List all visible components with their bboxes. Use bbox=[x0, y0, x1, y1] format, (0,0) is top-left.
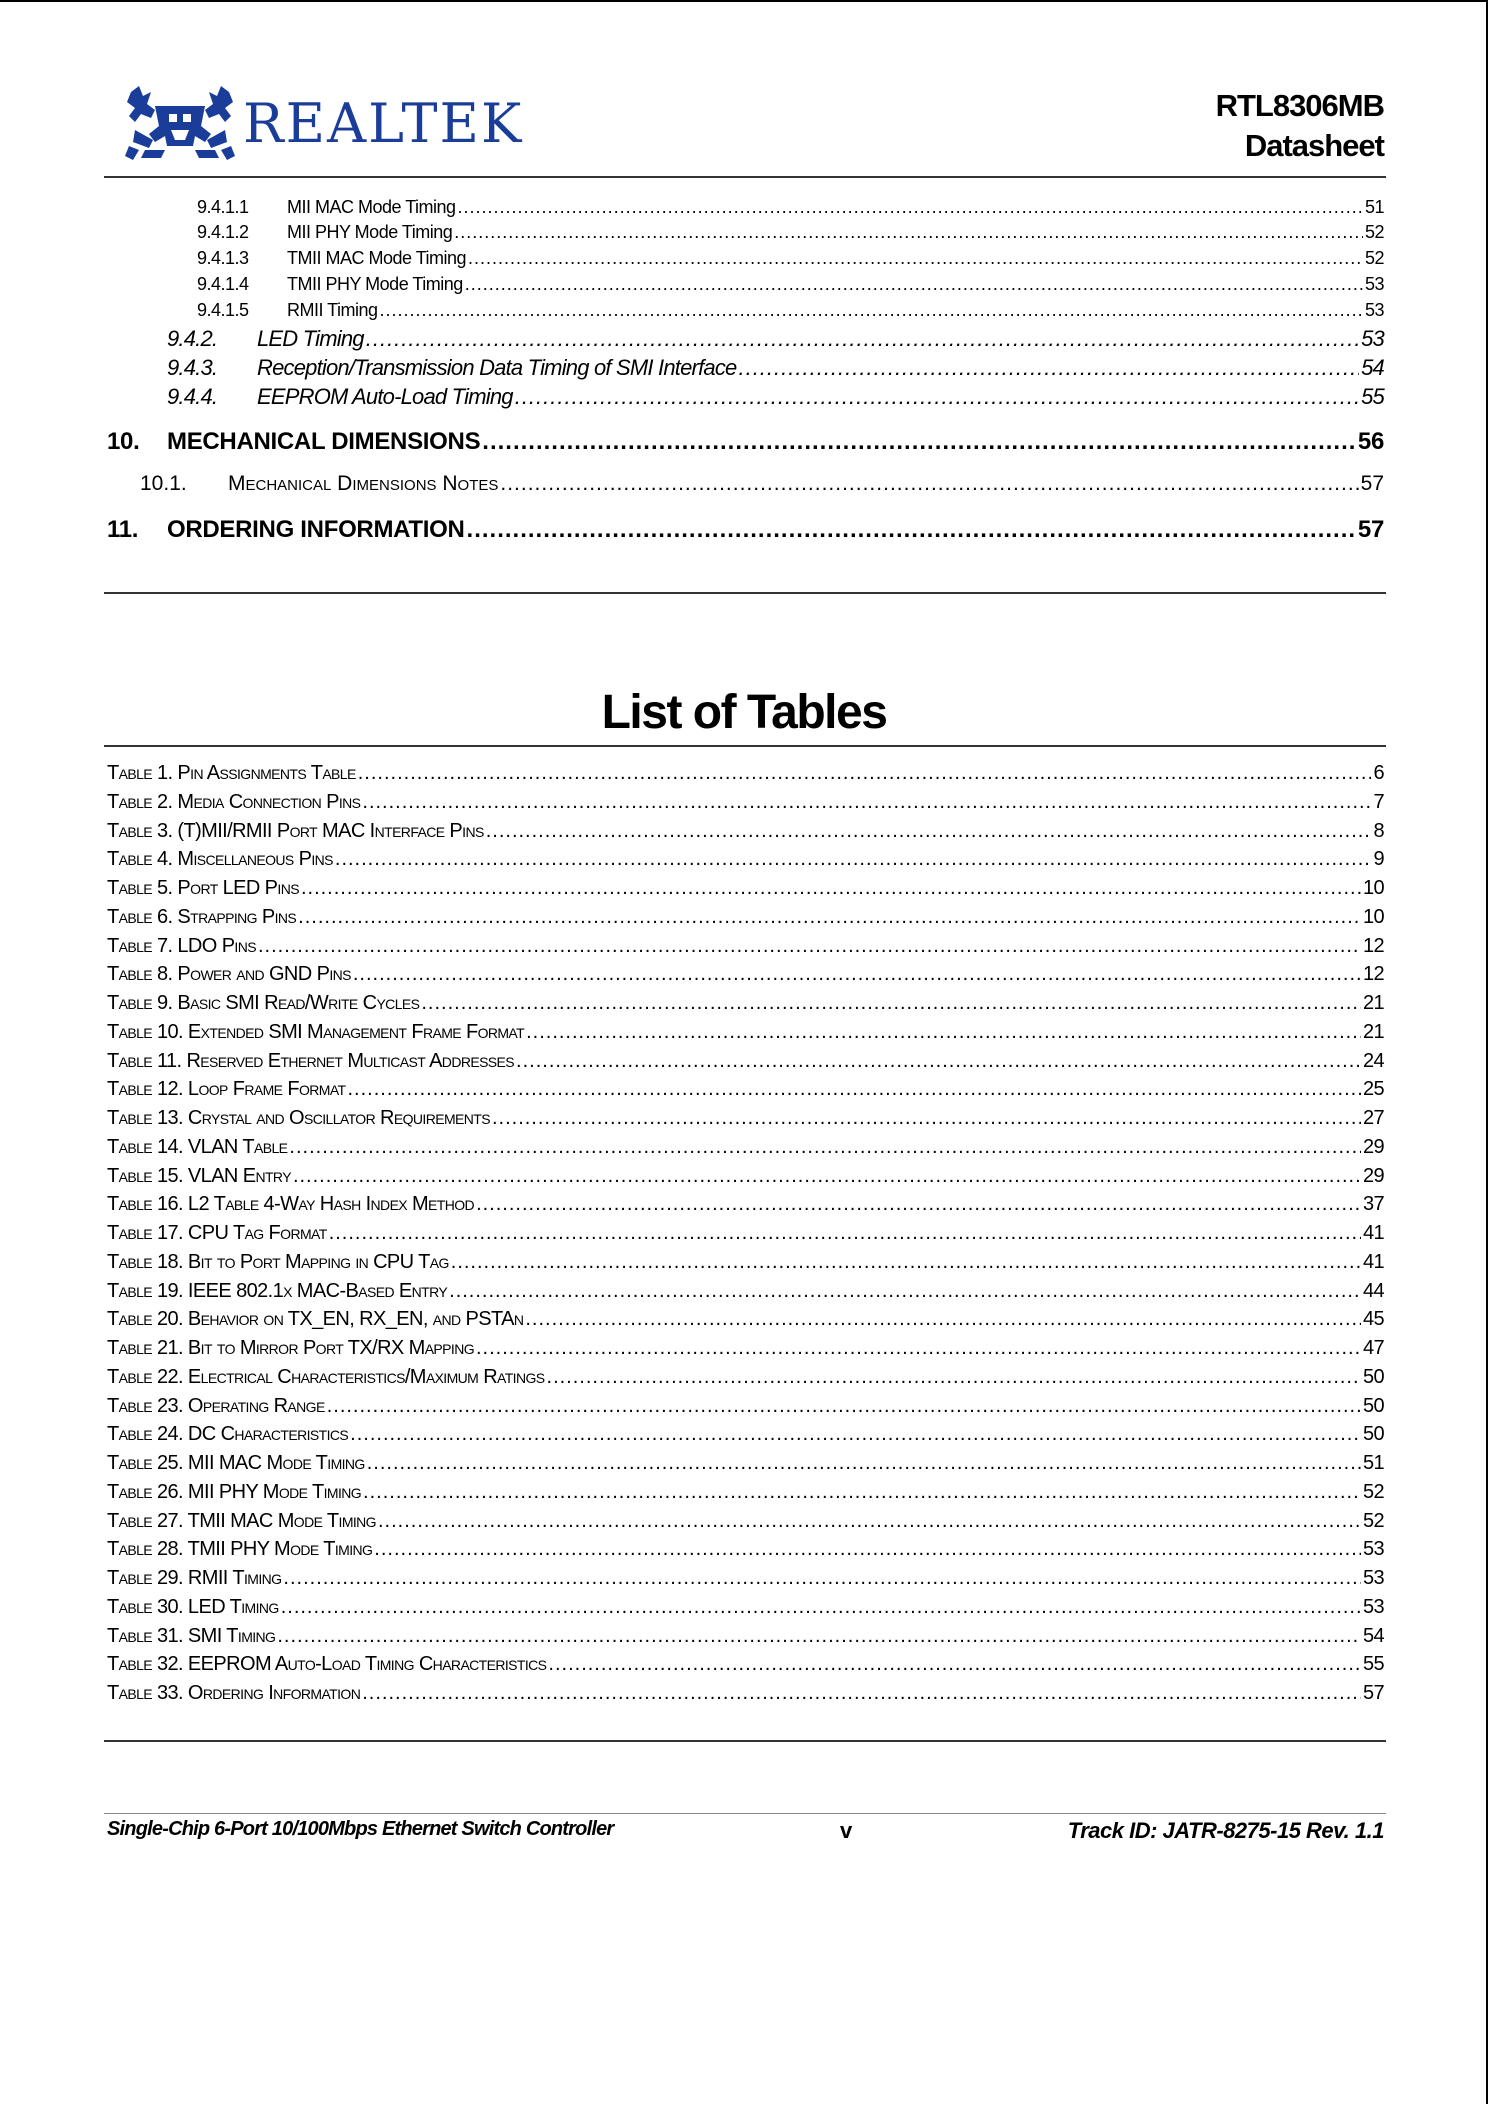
table-list-label: Table 12. Loop Frame Format bbox=[107, 1078, 346, 1101]
toc-leader bbox=[468, 248, 1363, 269]
toc-number: 10.1. bbox=[140, 472, 187, 495]
footer-product-name: Single-Chip 6-Port 10/100Mbps Ethernet Switch Controller bbox=[107, 1818, 614, 1840]
table-list-entry[interactable] bbox=[107, 1567, 1384, 1590]
toc-leader bbox=[458, 197, 1363, 218]
table-list-entry[interactable] bbox=[107, 1222, 1384, 1245]
toc-number: 9.4.1.4 bbox=[197, 274, 249, 294]
realtek-logo bbox=[125, 86, 524, 166]
toc-number: 9.4.4. bbox=[167, 384, 218, 409]
table-list-leader bbox=[421, 992, 1361, 1015]
toc-entry[interactable] bbox=[107, 428, 1384, 456]
table-list-label: Table 28. TMII PHY Mode Timing bbox=[107, 1538, 373, 1561]
table-list-page: 57 bbox=[1362, 1682, 1384, 1704]
table-list-leader bbox=[476, 1337, 1361, 1360]
table-list-leader bbox=[476, 1193, 1361, 1216]
table-list-entry[interactable] bbox=[107, 1136, 1384, 1159]
table-list-page: 54 bbox=[1362, 1624, 1384, 1647]
toc-label: Reception/Transmission Data Timing of SMI Interface bbox=[257, 355, 737, 380]
table-list-label: Table 31. SMI Timing bbox=[107, 1624, 276, 1647]
toc-number: 10. bbox=[107, 428, 140, 455]
table-list-leader bbox=[350, 1423, 1361, 1446]
table-list-entry[interactable] bbox=[107, 1078, 1384, 1101]
document-title bbox=[1216, 86, 1384, 166]
table-list-entry[interactable] bbox=[107, 1653, 1384, 1676]
table-list-leader bbox=[283, 1567, 1361, 1590]
table-list-leader bbox=[362, 1682, 1361, 1705]
crab-logo-icon bbox=[125, 86, 235, 166]
table-list-label: Table 18. Bit to Port Mapping in CPU Tag bbox=[107, 1250, 449, 1273]
table-list-page: 21 bbox=[1362, 1020, 1384, 1043]
table-list-entry[interactable] bbox=[107, 906, 1384, 929]
table-list-entry[interactable] bbox=[107, 1021, 1384, 1044]
toc-number: 9.4.2. bbox=[167, 326, 218, 351]
table-list-entry[interactable] bbox=[107, 820, 1384, 843]
table-list-page: 27 bbox=[1362, 1107, 1384, 1129]
table-list-page: 29 bbox=[1362, 1164, 1384, 1187]
table-list-label: Table 2. Media Connection Pins bbox=[107, 790, 361, 813]
table-list-label: Table 22. Electrical Characteristics/Maximum Ratings bbox=[107, 1365, 545, 1388]
toc-entry[interactable] bbox=[197, 274, 1384, 295]
table-list-leader bbox=[293, 1165, 1361, 1188]
table-list-label: Table 30. LED Timing bbox=[107, 1595, 279, 1618]
table-list-label: Table 14. VLAN Table bbox=[107, 1135, 288, 1158]
table-list-label: Table 11. Reserved Ethernet Multicast Addresses bbox=[107, 1049, 515, 1072]
table-list-leader bbox=[281, 1596, 1361, 1619]
table-list-leader bbox=[289, 1136, 1361, 1159]
toc-entry[interactable] bbox=[197, 222, 1384, 243]
table-list-leader bbox=[516, 1050, 1361, 1073]
table-list-label: Table 27. TMII MAC Mode Timing bbox=[107, 1509, 376, 1532]
table-list-entry[interactable] bbox=[107, 935, 1384, 958]
table-list-leader bbox=[327, 1395, 1361, 1418]
table-list-page: 25 bbox=[1362, 1078, 1384, 1101]
table-list-label: Table 17. CPU Tag Format bbox=[107, 1222, 327, 1244]
table-list-page: 53 bbox=[1362, 1567, 1384, 1589]
table-list-page: 7 bbox=[1373, 790, 1384, 813]
table-list-label: Table 25. MII MAC Mode Timing bbox=[107, 1452, 365, 1474]
toc-number: 9.4.1.3 bbox=[197, 248, 249, 268]
table-list-page: 44 bbox=[1362, 1279, 1384, 1302]
table-list-entry[interactable] bbox=[107, 1280, 1384, 1303]
table-list-entry[interactable] bbox=[107, 791, 1384, 814]
table-list-label: Table 3. (T)MII/RMII Port MAC Interface Pins bbox=[107, 819, 484, 842]
list-of-tables-heading: List of Tables bbox=[601, 686, 887, 739]
table-list-entry[interactable] bbox=[107, 1337, 1384, 1360]
table-list-label: Table 20. Behavior on TX_EN, RX_EN, and PSTAn bbox=[107, 1308, 524, 1331]
table-list-leader bbox=[329, 1222, 1361, 1245]
table-list-entry[interactable] bbox=[107, 1510, 1384, 1533]
table-list-leader bbox=[347, 1078, 1360, 1101]
table-list-page: 6 bbox=[1373, 762, 1384, 784]
toc-page: 55 bbox=[1361, 384, 1384, 409]
header-divider bbox=[104, 176, 1386, 178]
table-list-leader bbox=[547, 1366, 1361, 1389]
table-list-label: Table 9. Basic SMI Read/Write Cycles bbox=[107, 992, 420, 1014]
table-list-label: Table 16. L2 Table 4-Way Hash Index Method bbox=[107, 1193, 475, 1216]
toc-leader bbox=[465, 274, 1363, 295]
table-list-page: 55 bbox=[1362, 1653, 1384, 1676]
list-of-tables-rule bbox=[104, 745, 1386, 747]
table-list-leader bbox=[492, 1107, 1361, 1130]
table-list-label: Table 5. Port LED Pins bbox=[107, 877, 299, 899]
toc-label: EEPROM Auto-Load Timing bbox=[257, 384, 513, 409]
toc-page: 54 bbox=[1361, 355, 1384, 380]
table-list-entry[interactable] bbox=[107, 877, 1384, 900]
table-list-page: 10 bbox=[1362, 905, 1384, 928]
footer-page-number: v bbox=[840, 1818, 853, 1843]
table-list-leader bbox=[486, 820, 1372, 843]
table-list-entry[interactable] bbox=[107, 1193, 1384, 1216]
toc-entry[interactable] bbox=[167, 384, 1384, 410]
table-list-page: 52 bbox=[1362, 1480, 1384, 1503]
table-list-leader bbox=[335, 848, 1372, 871]
table-list-leader bbox=[367, 1452, 1361, 1475]
table-list-leader bbox=[363, 1481, 1361, 1504]
table-list-label: Table 8. Power and GND Pins bbox=[107, 963, 351, 986]
footer-rule bbox=[104, 1813, 1386, 1814]
table-list-label: Table 10. Extended SMI Management Frame Format bbox=[107, 1020, 525, 1043]
toc-number: 11. bbox=[107, 516, 139, 543]
table-list-page: 41 bbox=[1362, 1222, 1384, 1244]
table-list-page: 53 bbox=[1362, 1538, 1384, 1561]
toc-entry[interactable] bbox=[197, 248, 1384, 269]
table-list-label: Table 4. Miscellaneous Pins bbox=[107, 848, 333, 871]
toc-page: 57 bbox=[1360, 472, 1384, 495]
toc-number: 9.4.3. bbox=[167, 355, 218, 380]
table-list-label: Table 33. Ordering Information bbox=[107, 1682, 361, 1704]
table-list-leader bbox=[258, 935, 1361, 958]
table-list-entry[interactable] bbox=[107, 992, 1384, 1015]
table-list-entry[interactable] bbox=[107, 1625, 1384, 1648]
table-list-page: 50 bbox=[1362, 1394, 1384, 1417]
table-list-entry[interactable] bbox=[107, 1251, 1384, 1274]
table-list-leader bbox=[451, 1251, 1361, 1274]
table-list-entry[interactable] bbox=[107, 1423, 1384, 1446]
table-list-page: 8 bbox=[1373, 819, 1384, 842]
table-list-leader bbox=[301, 877, 1361, 900]
table-list-label: Table 23. Operating Range bbox=[107, 1394, 325, 1417]
table-list-entry[interactable] bbox=[107, 1366, 1384, 1389]
toc-label: Mechanical Dimensions Notes bbox=[228, 472, 499, 495]
section-divider bbox=[104, 592, 1386, 594]
toc-number: 9.4.1.5 bbox=[197, 300, 249, 320]
table-list-page: 52 bbox=[1362, 1509, 1384, 1532]
table-list-leader bbox=[358, 762, 1372, 785]
table-list-entry[interactable] bbox=[107, 1481, 1384, 1504]
table-list-page: 37 bbox=[1362, 1193, 1384, 1216]
toc-leader bbox=[380, 300, 1363, 321]
toc-label: MII MAC Mode Timing bbox=[287, 197, 456, 217]
table-list-page: 45 bbox=[1362, 1308, 1384, 1331]
toc-entry[interactable] bbox=[107, 516, 1384, 544]
table-list-leader bbox=[362, 791, 1371, 814]
table-list-leader bbox=[277, 1625, 1361, 1648]
table-list-entry[interactable] bbox=[107, 1596, 1384, 1619]
toc-page: 53 bbox=[1364, 300, 1384, 320]
toc-label: TMII MAC Mode Timing bbox=[287, 248, 467, 268]
table-list-label: Table 21. Bit to Mirror Port TX/RX Mapping bbox=[107, 1337, 474, 1359]
footer-track-id: Track ID: JATR-8275-15 Rev. 1.1 bbox=[1067, 1818, 1384, 1843]
toc-leader bbox=[467, 516, 1356, 544]
table-list-leader bbox=[298, 906, 1361, 929]
table-list-entry[interactable] bbox=[107, 1452, 1384, 1475]
toc-leader bbox=[482, 428, 1356, 456]
table-list-page: 29 bbox=[1362, 1135, 1384, 1158]
table-list-page: 12 bbox=[1362, 934, 1384, 957]
table-list-label: Table 7. LDO Pins bbox=[107, 934, 256, 957]
table-list-page: 41 bbox=[1362, 1250, 1384, 1273]
toc-leader bbox=[500, 472, 1358, 496]
page-top-border bbox=[0, 0, 1488, 2]
table-list-page: 9 bbox=[1373, 848, 1384, 871]
table-list-page: 24 bbox=[1362, 1049, 1384, 1072]
toc-leader bbox=[738, 355, 1359, 381]
table-list-entry[interactable] bbox=[107, 848, 1384, 871]
table-list-page: 47 bbox=[1362, 1337, 1384, 1359]
table-list-page: 10 bbox=[1362, 877, 1384, 899]
table-list-label: Table 26. MII PHY Mode Timing bbox=[107, 1480, 362, 1503]
table-list-label: Table 1. Pin Assignments Table bbox=[107, 762, 356, 784]
toc-entry[interactable] bbox=[167, 355, 1384, 381]
toc-label: MECHANICAL DIMENSIONS bbox=[167, 428, 481, 455]
toc-page: 52 bbox=[1364, 248, 1384, 268]
toc-label: MII PHY Mode Timing bbox=[287, 222, 453, 242]
table-list-page: 21 bbox=[1362, 992, 1384, 1014]
toc-entry[interactable] bbox=[197, 300, 1384, 321]
toc-label: TMII PHY Mode Timing bbox=[287, 274, 463, 294]
toc-label: ORDERING INFORMATION bbox=[167, 516, 465, 543]
toc-entry[interactable] bbox=[167, 326, 1384, 352]
toc-page: 51 bbox=[1364, 197, 1384, 217]
toc-page: 52 bbox=[1364, 222, 1384, 242]
brand-name: REALTEK bbox=[243, 92, 524, 155]
table-list-entry[interactable] bbox=[107, 1682, 1384, 1705]
table-list-entry[interactable] bbox=[107, 1395, 1384, 1418]
toc-entry[interactable] bbox=[140, 472, 1384, 496]
toc-leader bbox=[454, 222, 1363, 243]
toc-page: 53 bbox=[1364, 274, 1384, 294]
table-list-page: 51 bbox=[1362, 1452, 1384, 1474]
table-list-label: Table 32. EEPROM Auto-Load Timing Characteristics bbox=[107, 1653, 547, 1676]
toc-page: 56 bbox=[1357, 428, 1384, 455]
table-list-entry[interactable] bbox=[107, 762, 1384, 785]
table-list-entry[interactable] bbox=[107, 1308, 1384, 1331]
table-list-label: Table 24. DC Characteristics bbox=[107, 1423, 349, 1446]
toc-number: 9.4.1.2 bbox=[197, 222, 249, 242]
list-of-tables-end-rule bbox=[104, 1740, 1386, 1742]
table-list-leader bbox=[378, 1510, 1361, 1533]
table-list-leader bbox=[525, 1308, 1361, 1331]
table-list-label: Table 13. Crystal and Oscillator Requirements bbox=[107, 1107, 490, 1129]
table-list-entry[interactable] bbox=[107, 1165, 1384, 1188]
toc-entry[interactable] bbox=[197, 197, 1384, 218]
toc-label: LED Timing bbox=[257, 326, 364, 351]
table-list-leader bbox=[526, 1021, 1361, 1044]
table-list-leader bbox=[353, 963, 1361, 986]
document-title-line2: Datasheet bbox=[1244, 128, 1384, 163]
table-list-leader bbox=[374, 1538, 1361, 1561]
table-list-page: 50 bbox=[1362, 1365, 1384, 1388]
toc-number: 9.4.1.1 bbox=[197, 197, 249, 217]
toc-page: 53 bbox=[1361, 326, 1384, 351]
table-list-page: 53 bbox=[1362, 1595, 1384, 1618]
table-list-entry[interactable] bbox=[107, 1538, 1384, 1561]
table-list-leader bbox=[548, 1653, 1361, 1676]
toc-page: 57 bbox=[1357, 516, 1384, 543]
toc-leader bbox=[366, 326, 1359, 352]
table-list-label: Table 6. Strapping Pins bbox=[107, 905, 297, 928]
table-list-page: 50 bbox=[1362, 1423, 1384, 1446]
table-list-entry[interactable] bbox=[107, 963, 1384, 986]
table-list-label: Table 15. VLAN Entry bbox=[107, 1164, 291, 1187]
table-list-entry[interactable] bbox=[107, 1107, 1384, 1130]
toc-label: RMII Timing bbox=[287, 300, 378, 320]
table-list-label: Table 29. RMII Timing bbox=[107, 1567, 282, 1589]
table-list-page: 12 bbox=[1362, 963, 1384, 986]
table-list-leader bbox=[449, 1280, 1361, 1303]
table-list-entry[interactable] bbox=[107, 1050, 1384, 1073]
toc-leader bbox=[515, 384, 1359, 410]
table-list-label: Table 19. IEEE 802.1x MAC-Based Entry bbox=[107, 1279, 448, 1302]
document-title-line1: RTL8306MB bbox=[1215, 88, 1384, 123]
